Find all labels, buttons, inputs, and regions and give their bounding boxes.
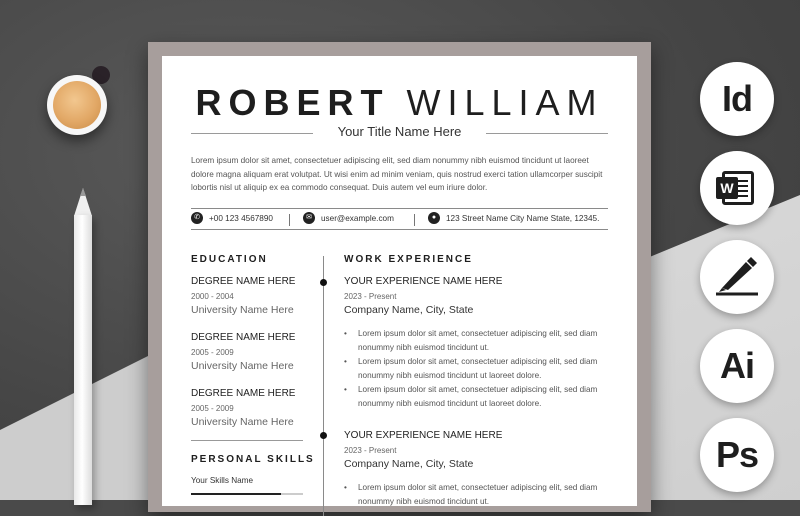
photoshop-icon xyxy=(700,418,774,492)
resume-name xyxy=(162,83,637,123)
experience-years: 2023 - Present xyxy=(344,446,397,455)
experience-title: YOUR EXPERIENCE NAME HERE xyxy=(344,276,503,287)
university-name: University Name Here xyxy=(191,304,294,316)
experience-bullet xyxy=(344,383,609,411)
bullet-text: Lorem ipsum dolor sit amet, consectetuer adipiscing elit, sed diam nonummy nibh euismod tincidunt ut laoreet dolore. xyxy=(358,357,598,380)
coffee xyxy=(53,81,101,129)
bullet-marker: • xyxy=(344,483,347,492)
coffee-cup xyxy=(47,75,107,135)
company-name: Company Name, City, State xyxy=(344,304,474,316)
bullet-text: Lorem ipsum dolor sit amet, consectetuer adipiscing elit, sed diam nonummy nibh euismod tincidunt ut laoreet dolore. xyxy=(358,385,598,408)
bullet-marker: • xyxy=(344,357,347,366)
resume-title: Your Title Name Here xyxy=(337,124,462,139)
pen-tool-icon xyxy=(700,240,774,314)
contact-bar xyxy=(191,208,608,230)
university-name: University Name Here xyxy=(191,360,294,372)
skill-level-bar xyxy=(191,493,303,495)
bullet-text: Lorem ipsum dolor sit amet, consectetuer adipiscing elit, sed diam nonummy nibh euismod tincidunt ut. xyxy=(358,329,598,352)
degree-name: DEGREE NAME HERE xyxy=(191,276,296,287)
section-divider xyxy=(191,440,303,441)
pen-tool-glyph xyxy=(700,240,774,314)
contact-separator xyxy=(289,214,290,226)
bullet-marker: • xyxy=(344,329,347,338)
degree-years: 2000 - 2004 xyxy=(191,292,234,301)
university-name: University Name Here xyxy=(191,416,294,428)
email-text: user@example.com xyxy=(321,214,394,224)
illustrator-icon xyxy=(700,329,774,403)
indesign-icon xyxy=(700,62,774,136)
timeline-dot xyxy=(320,279,327,286)
photoshop-label: Ps xyxy=(715,434,759,475)
skill-level-fill xyxy=(191,493,281,495)
pencil xyxy=(74,215,92,505)
experience-title: YOUR EXPERIENCE NAME HERE xyxy=(344,430,503,441)
skill-name: Your Skills Name xyxy=(191,476,254,485)
indesign-label: Id xyxy=(722,78,752,119)
education-heading: EDUCATION xyxy=(191,254,268,265)
experience-bullet xyxy=(344,355,609,383)
degree-years: 2005 - 2009 xyxy=(191,404,234,413)
word-icon xyxy=(700,151,774,225)
experience-heading: WORK EXPERIENCE xyxy=(344,254,473,265)
company-name: Company Name, City, State xyxy=(344,458,474,470)
experience-bullet xyxy=(344,327,609,355)
degree-name: DEGREE NAME HERE xyxy=(191,388,296,399)
experience-years: 2023 - Present xyxy=(344,292,397,301)
bullet-text: Lorem ipsum dolor sit amet, consectetuer adipiscing elit, sed diam nonummy nibh euismod tincidunt ut. xyxy=(358,483,598,506)
last-name: WILLIAM xyxy=(406,82,604,123)
degree-name: DEGREE NAME HERE xyxy=(191,332,296,343)
pencil-lead xyxy=(80,188,86,196)
timeline-line xyxy=(323,256,324,516)
degree-years: 2005 - 2009 xyxy=(191,348,234,357)
phone-text: +00 123 4567890 xyxy=(209,214,273,224)
experience-bullet xyxy=(344,481,609,509)
location-pin-icon: ● xyxy=(428,212,440,224)
address-text: 123 Street Name City Name State, 12345. xyxy=(446,214,600,224)
contact-email xyxy=(303,213,394,225)
summary-paragraph: Lorem ipsum dolor sit amet, consectetuer adipiscing elit, sed diam nonummy nibh euismod tincidunt ut laoreet dolore magna aliquam erat volutpat. Ut wisi enim ad minim veniam, quis nostrud exerci tation ullamcorper suscipit lobortis nisl ut aliquip ex ea commodo consequat. Duis autem vel eum iriure dolor. xyxy=(191,156,603,193)
contact-phone xyxy=(191,213,273,225)
timeline-dot xyxy=(320,432,327,439)
word-badge: W xyxy=(716,177,738,199)
first-name: ROBERT xyxy=(195,82,390,123)
skills-heading: PERSONAL SKILLS xyxy=(191,454,315,465)
email-icon: ✉ xyxy=(303,212,315,224)
contact-separator xyxy=(414,214,415,226)
phone-icon: ✆ xyxy=(191,212,203,224)
illustrator-label: Ai xyxy=(720,345,754,386)
bullet-marker: • xyxy=(344,385,347,394)
contact-address xyxy=(428,213,599,225)
resume-page xyxy=(162,56,637,506)
